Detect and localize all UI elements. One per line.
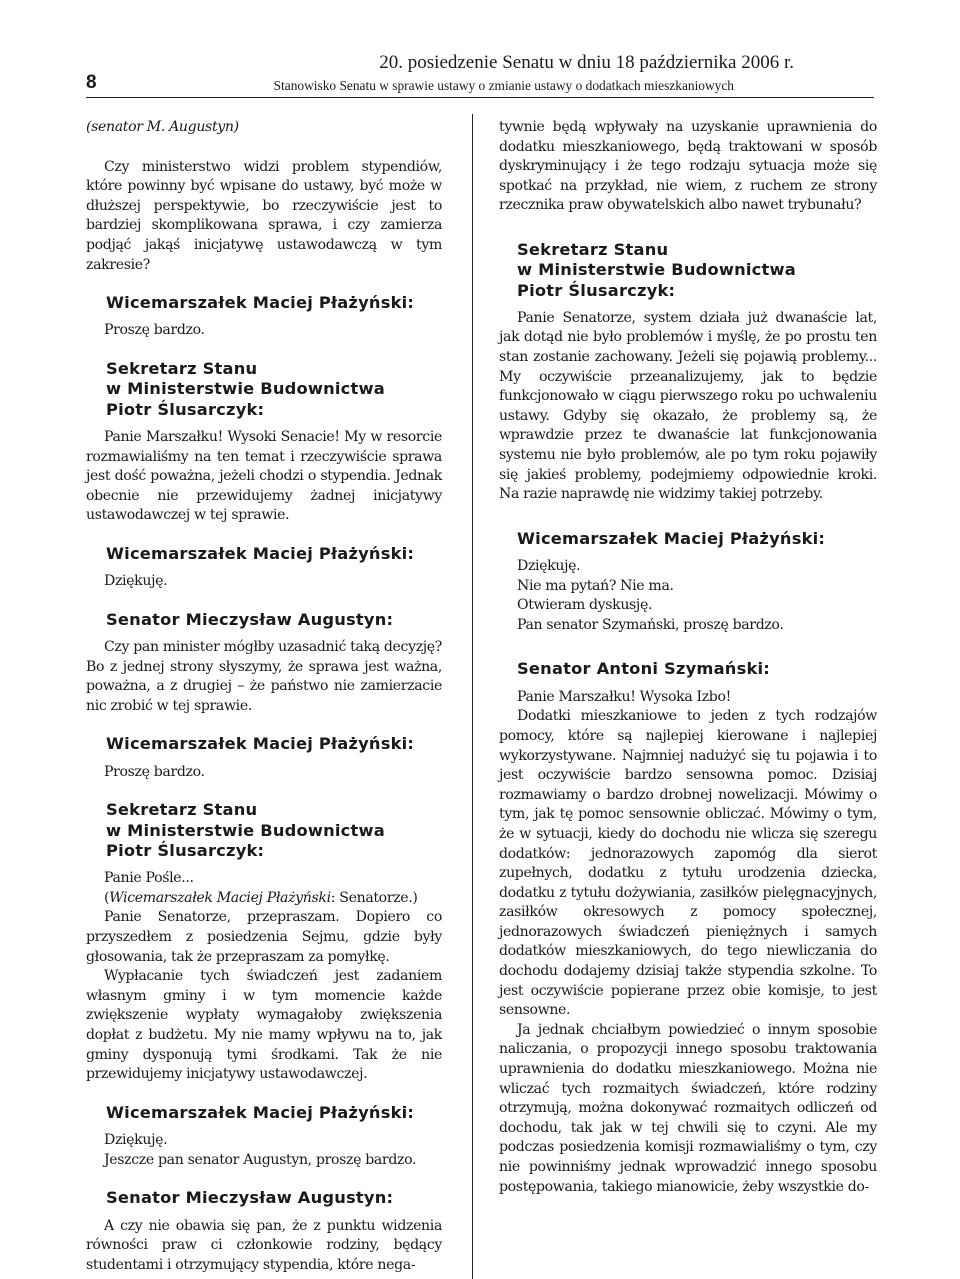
speaker-name-line: Sekretarz Stanu: [106, 800, 258, 820]
speaker-heading: [499, 659, 877, 679]
interjection-speaker: Wicemarszałek Maciej Płażyński: [109, 889, 331, 906]
paragraph: Dodatki mieszkaniowe to jeden z tych rodzajów pomocy, które są najlepiej kierowane i najlepiej wykorzystywane. Najmniej nadużyć się tu pojawia i to jest oczywiście bardzo sensowna pomoc. Dzisiaj rozmawiamy o bardzo drobnej nowelizacji. Mówimy o tym, jak tę pomoc sensownie obliczać. Mówimy o tym, że w sytuacji, kiedy do dochodu nie wlicza się szeregu dodatków: jednorazowych zapomóg dla sierot zupełnych, dodatku z tytułu urodzenia dziecka, dodatku z tytułu dożywiania, zasiłków pielęgnacyjnych, zasiłków okresowych z pomocy społecznej, jednorazowych świadczeń pieniężnych i samych dodatków mieszkaniowych, do tego niewliczania do dochodu dodajemy dzisiaj także stypendia szkolne. To jest oczywiście popierane przez obie komisje, to jest sensowne.: [499, 708, 877, 1019]
speaker-name-line: Sekretarz Stanu: [106, 359, 258, 379]
speaker-name-line: Piotr Ślusarczyk:: [106, 399, 265, 419]
session-subtitle: Stanowisko Senatu w sprawie ustawy o zmianie ustawy o dodatkach mieszkaniowych: [273, 78, 734, 93]
interjection-text: : Senatorze.): [330, 889, 418, 906]
paragraph: Dziękuję.: [104, 573, 168, 590]
paragraph: Wypłacanie tych świadczeń jest zadaniem własnym gminy i w tym momencie każde zwiększenie wypłaty wymagałoby zwiększenia dopłat z budżetu. My nie mamy wpływu na to, jak gminy dysponują tymi środkami. Tak że nie przewidujemy inicjatywy ustawodawczej.: [86, 968, 442, 1083]
speaker-name-line: Piotr Ślusarczyk:: [517, 280, 676, 300]
speaker-heading: [86, 734, 442, 754]
paragraph: Proszę bardzo.: [104, 322, 205, 339]
page-number: 8: [86, 72, 97, 93]
paragraph: Panie Marszałku! Wysoki Senacie! My w resorcie rozmawialiśmy na ten temat i rzeczywiście sprawa jest dość poważna, jeżeli chodzi o stypendia. Jednak obecnie nie przewidujemy żadnej inicjatywy ustawodawczej w tej sprawie.: [86, 428, 442, 524]
speaker-name: Wicemarszałek Maciej Płażyński:: [106, 293, 415, 313]
column-divider: [472, 114, 473, 1279]
speaker-name-line: w Ministerstwie Budownictwa: [517, 260, 796, 280]
speaker-heading: [86, 610, 442, 630]
speaker-name-line: Sekretarz Stanu: [517, 239, 669, 259]
paragraph: Panie Senatorze, system działa już dwanaście lat, jak dotąd nie było problemów i myślę, że po prostu ten stan zostanie zachowany. Jeżeli się pojawią problemy... My oczywiście przeanalizujemy, jak to będzie funkcjonowało w ciągu pierwszego roku po uchwaleniu ustawy. Gdyby się okazało, że problemy są, że wprawdzie przez te dwanaście lat funkcjonowania systemu nie było problemów, ale po tym roku pojawiły się jakieś problemy, podejmiemy odpowiednie kroki. Na razie naprawdę nie widzimy takiej potrzeby.: [499, 309, 877, 503]
paragraph: Otwieram dyskusję.: [517, 597, 653, 614]
interjection: [86, 889, 442, 909]
speaker-heading: [86, 359, 442, 420]
speaker-name: Senator Antoni Szymański:: [517, 659, 770, 679]
paragraph: Czy ministerstwo widzi problem stypendiów, które powinny być wpisane do ustawy, być może w dłuższej perspektywie, bo rzeczywiście jest to bardziej skomplikowana sprawa, i czy zamierza podjąć jakąś inicjatywę ustawodawczą w tym zakresie?: [86, 158, 442, 273]
speaker-name: Wicemarszałek Maciej Płażyński:: [106, 1102, 415, 1122]
header-divider: [86, 97, 874, 98]
paragraph: Dziękuję.: [517, 558, 581, 575]
paragraph: Panie Pośle...: [104, 870, 194, 887]
left-column: [86, 118, 442, 1275]
speaker-name: Wicemarszałek Maciej Płażyński:: [106, 734, 415, 754]
speaker-heading: [86, 293, 442, 313]
speaker-name: Senator Mieczysław Augustyn:: [106, 1188, 394, 1208]
speaker-heading: [86, 1188, 442, 1208]
speaker-heading: [499, 529, 877, 549]
paragraph: Panie Senatorze, przepraszam. Dopiero co przyszedłem z posiedzenia Sejmu, gdzie były głosowania, tak że przepraszam za pomyłkę.: [86, 909, 442, 965]
interjection-open: (: [104, 889, 110, 906]
paragraph: Nie ma pytań? Nie ma.: [517, 577, 674, 594]
speaker-name: Senator Mieczysław Augustyn:: [106, 609, 394, 629]
paragraph: tywnie będą wpływały na uzyskanie uprawnienia do dodatku mieszkaniowego, będą traktowani w sposób dyskryminujący i że tego rodzaju sytuacja może się spotkać na przykład, nie wiem, z ruchem ze strony rzecznika praw obywatelskich albo nawet trybunału?: [499, 119, 877, 214]
paragraph: Pan senator Szymański, proszę bardzo.: [517, 616, 784, 633]
speaker-heading: [86, 544, 442, 564]
paragraph: Czy pan minister mógłby uzasadnić taką decyzję? Bo z jednej strony słyszymy, że sprawa jest ważna, poważna, a z drugiej – że państwo nie zamierzacie nic zrobić w tej sprawie.: [86, 639, 442, 714]
paragraph: Jeszcze pan senator Augustyn, proszę bardzo.: [104, 1151, 417, 1168]
paragraph: A czy nie obawia się pan, że z punktu widzenia równości praw ci członkowie rodziny, będący studentami i otrzymujący stypendia, które nega-: [86, 1217, 442, 1273]
right-column: [499, 118, 877, 1197]
speaker-heading: [499, 240, 877, 301]
speaker-name: Wicemarszałek Maciej Płażyński:: [106, 543, 415, 563]
speaker-name: Wicemarszałek Maciej Płażyński:: [517, 528, 826, 548]
paragraph: Ja jednak chciałbym powiedzieć o innym sposobie naliczania, o propozycji innego sposobu traktowania uprawnienia do dodatku mieszkaniowego. Można nie wliczać tych rozmaitych świadczeń, które rodziny otrzymują, można dokonywać rozmaitych odliczeń od dochodu, tak jak w tej chwili się to czyni. Ale my podczas posiedzenia komisji rozmawialiśmy o tym, czy nie powinniśmy jednak wprowadzić innego sposobu postępowania, takiego mianowicie, żeby wszystkie do-: [499, 1021, 877, 1195]
speaker-heading: [86, 800, 442, 861]
page-header: [86, 0, 874, 98]
speaker-name-line: w Ministerstwie Budownictwa: [106, 820, 385, 840]
speaker-heading: [86, 1103, 442, 1123]
paragraph: Dziękuję.: [104, 1132, 168, 1149]
session-title: 20. posiedzenie Senatu w dniu 18 października 2006 r.: [379, 52, 794, 73]
speaker-continued: (senator M. Augustyn): [86, 119, 239, 135]
speaker-name-line: w Ministerstwie Budownictwa: [106, 379, 385, 399]
paragraph: Proszę bardzo.: [104, 763, 205, 780]
speaker-name-line: Piotr Ślusarczyk:: [106, 840, 265, 860]
paragraph: Panie Marszałku! Wysoka Izbo!: [517, 688, 731, 705]
